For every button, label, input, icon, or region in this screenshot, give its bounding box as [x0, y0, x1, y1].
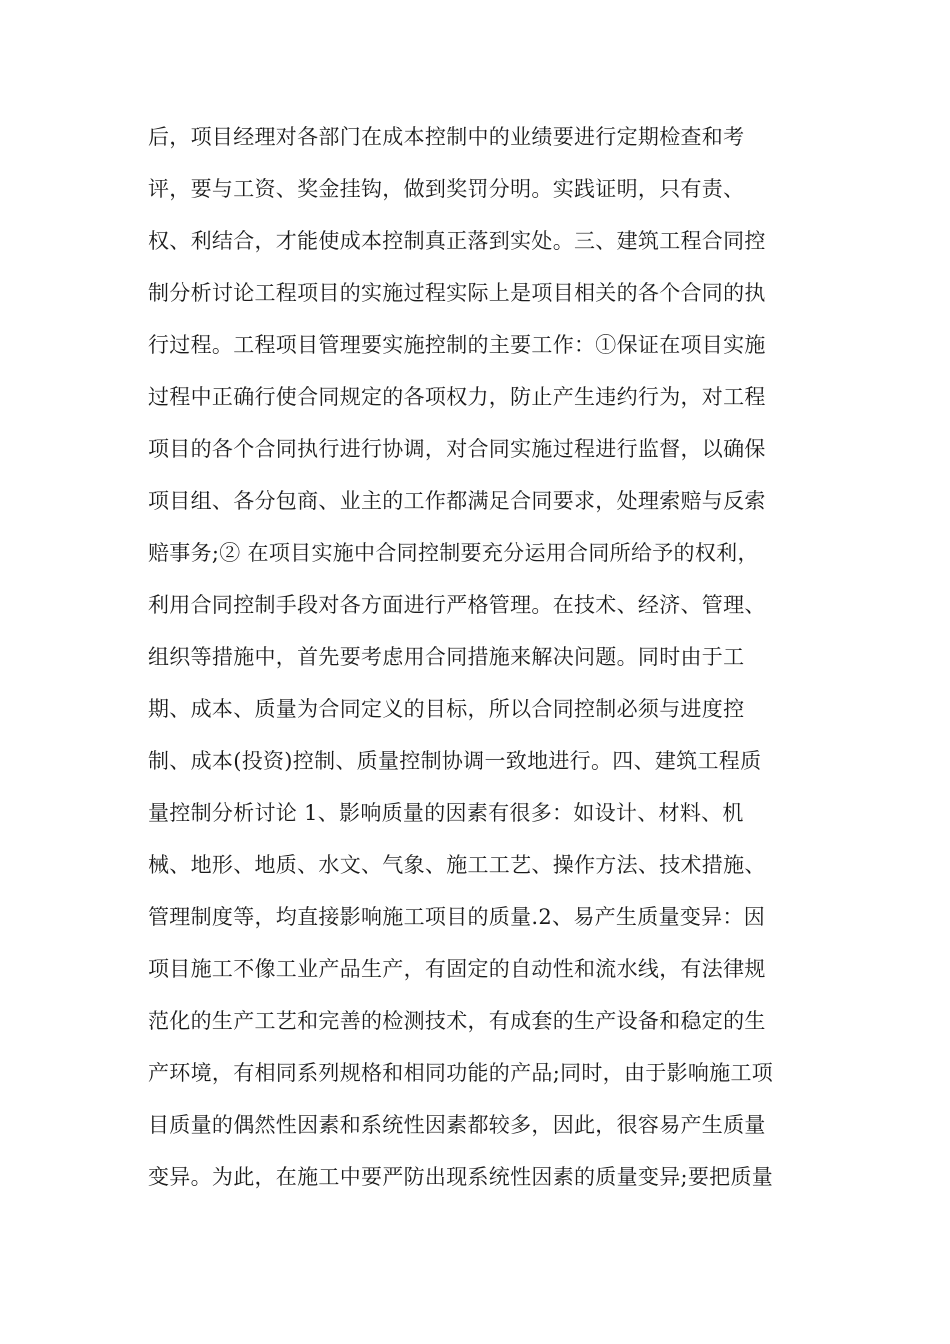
text-line: 制分析讨论工程项目的实施过程实际上是项目相关的各个合同的执 [148, 281, 766, 305]
text-line: 制、成本(投资)控制、质量控制协调一致地进行。四、建筑工程质 [148, 749, 762, 773]
text-line: 权、利结合，才能使成本控制真正落到实处。三、建筑工程合同控 [148, 229, 766, 253]
text-line: 范化的生产工艺和完善的检测技术，有成套的生产设备和稳定的生 [148, 1009, 766, 1033]
text-line: 赔事务;② 在项目实施中合同控制要充分运用合同所给予的权利， [148, 541, 759, 565]
text-line: 项目组、各分包商、业主的工作都满足合同要求，处理索赔与反索 [148, 489, 766, 513]
text-line: 管理制度等，均直接影响施工项目的质量.2、易产生质量变异：因 [148, 905, 766, 929]
text-line: 组织等措施中，首先要考虑用合同措施来解决问题。同时由于工 [148, 645, 745, 669]
text-line: 项目的各个合同执行进行协调，对合同实施过程进行监督，以确保 [148, 437, 766, 461]
text-line: 评，要与工资、奖金挂钩，做到奖罚分明。实践证明，只有责、 [148, 177, 745, 201]
text-line: 量控制分析讨论 1、影响质量的因素有很多：如设计、材料、机 [148, 801, 744, 825]
text-line: 目质量的偶然性因素和系统性因素都较多，因此，很容易产生质量 [148, 1113, 766, 1137]
text-line: 利用合同控制手段对各方面进行严格管理。在技术、经济、管理、 [148, 593, 766, 617]
text-line: 行过程。工程项目管理要实施控制的主要工作：①保证在项目实施 [148, 333, 766, 357]
text-line: 后，项目经理对各部门在成本控制中的业绩要进行定期检查和考 [148, 125, 745, 149]
text-line: 项目施工不像工业产品生产，有固定的自动性和流水线，有法律规 [148, 957, 766, 981]
text-line: 械、地形、地质、水文、气象、施工工艺、操作方法、技术措施、 [148, 853, 766, 877]
text-line: 产环境，有相同系列规格和相同功能的产品;同时，由于影响施工项 [148, 1061, 774, 1085]
body-text [148, 117, 808, 1209]
text-line: 变异。为此，在施工中要严防出现系统性因素的质量变异;要把质量 [148, 1165, 774, 1189]
text-line: 期、成本、质量为合同定义的目标，所以合同控制必须与进度控 [148, 697, 745, 721]
text-line: 过程中正确行使合同规定的各项权力，防止产生违约行为，对工程 [148, 385, 766, 409]
